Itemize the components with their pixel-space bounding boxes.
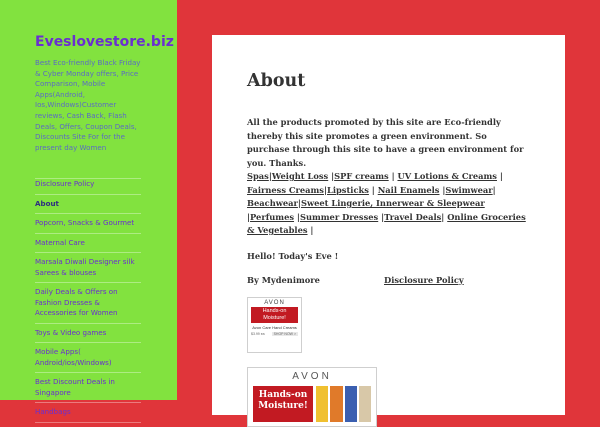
link-nail-enamels[interactable]: Nail Enamels xyxy=(377,184,440,195)
link-perfumes[interactable]: Perfumes xyxy=(250,211,295,222)
ad-small-sub: Avon Care Hand Creams xyxy=(252,324,297,330)
link-travel-deals[interactable]: Travel Deals xyxy=(384,211,442,222)
menu-item-daily-deals[interactable]: Daily Deals & Offers on Fashion Dresses & Accessories for Women xyxy=(35,283,141,324)
ad-small-shop-button[interactable]: SHOP NOW > xyxy=(273,331,296,336)
ad-large-brand: AVON xyxy=(292,370,332,382)
link-online-groceries[interactable]: Online Groceries & Vegetables xyxy=(247,211,526,235)
tube-blue xyxy=(345,386,357,422)
menu-item-handbags[interactable]: Handbags xyxy=(35,403,141,423)
ad-small-price: $3.99 ea xyxy=(251,331,265,336)
author-text: By Mydenimore xyxy=(247,274,320,285)
link-spf-creams[interactable]: SPF creams xyxy=(334,171,389,181)
site-description: Best Eco-friendly Black Friday & Cyber Monday offers, Price Comparison, Mobile Apps(Android, Ios,Windows)Customer reviews, Cash Back, Flash Deals, Offers, Coupon Deals, Discounts Site For for the present day Women xyxy=(35,58,141,152)
disclosure-policy-link[interactable]: Disclosure Policy xyxy=(384,274,464,285)
intro-text: All the products promoted by this site are Eco-friendly thereby this site promotes a green environment. So purchase through this site to have a green environment for you. Thanks. xyxy=(247,117,524,168)
sidebar xyxy=(0,0,177,417)
hello-text: Hello! Today's Eve ! xyxy=(247,250,339,261)
menu-item-maternal-care[interactable]: Maternal Care xyxy=(35,234,141,254)
link-lipsticks[interactable]: Lipsticks xyxy=(327,184,369,195)
tube-beige xyxy=(359,386,371,422)
link-summer-dresses[interactable]: Summer Dresses xyxy=(299,211,379,222)
avon-ad-large[interactable] xyxy=(247,367,377,427)
ad-small-brand: AVON xyxy=(264,299,285,306)
link-spas[interactable]: Spas xyxy=(247,171,269,181)
menu-item-mobile-apps[interactable]: Mobile Apps( Android/ios/Windows) xyxy=(35,343,141,373)
ad-small-footer xyxy=(251,332,298,336)
tube-yellow xyxy=(316,386,328,422)
avon-ad-small[interactable] xyxy=(247,297,302,353)
link-uv-lotions[interactable]: UV Lotions & Creams xyxy=(397,171,497,181)
ad-large-headline: Hands-on Moisture! xyxy=(253,386,313,422)
ad-large-row xyxy=(253,386,371,422)
menu-item-marsala-sarees[interactable]: Marsala Diwali Designer silk Sarees & blouses xyxy=(35,253,141,283)
menu-item-popcorn[interactable]: Popcorn, Snacks & Gourmet xyxy=(35,214,141,234)
sidebar-menu xyxy=(35,178,141,423)
menu-item-toys[interactable]: Toys & Video games xyxy=(35,324,141,344)
ad-small-headline: Hands-on Moisture! xyxy=(251,307,298,323)
main-content xyxy=(212,35,565,415)
hand-cream-tubes-image xyxy=(313,386,371,422)
menu-item-disclosure-policy[interactable]: Disclosure Policy xyxy=(35,179,141,195)
link-weight-loss[interactable]: Weight Loss xyxy=(271,171,329,181)
site-title-link[interactable]: Eveslovestore.biz xyxy=(35,34,174,50)
intro-paragraph: All the products promoted by this site are Eco-friendly thereby this site promotes a green environment. So purchase through this site to have a green environment for you. Thanks. Spas|Weight Loss |SPF creams | UV Lotions & Creams | Fairness Creams|Lipsticks | Nail Enamels |Swimwear| Beachwear|Sweet Lingerie, Innerwear & Sleepwear |Perfumes |Summer Dresses |Travel Deals| Online Groceries & Vegetables | xyxy=(247,117,526,235)
link-fairness-creams[interactable]: Fairness Creams xyxy=(247,184,324,195)
byline xyxy=(247,275,530,285)
link-sweet-lingerie[interactable]: Sweet Lingerie, Innerwear & Sleepwear xyxy=(300,198,485,208)
link-swimwear[interactable]: Swimwear xyxy=(445,184,493,195)
menu-item-about[interactable]: About xyxy=(35,195,141,215)
tube-orange xyxy=(330,386,342,422)
link-beachwear[interactable]: Beachwear xyxy=(247,198,298,208)
page-title: About xyxy=(247,71,306,91)
menu-item-singapore-deals[interactable]: Best Discount Deals in Singapore xyxy=(35,373,141,403)
